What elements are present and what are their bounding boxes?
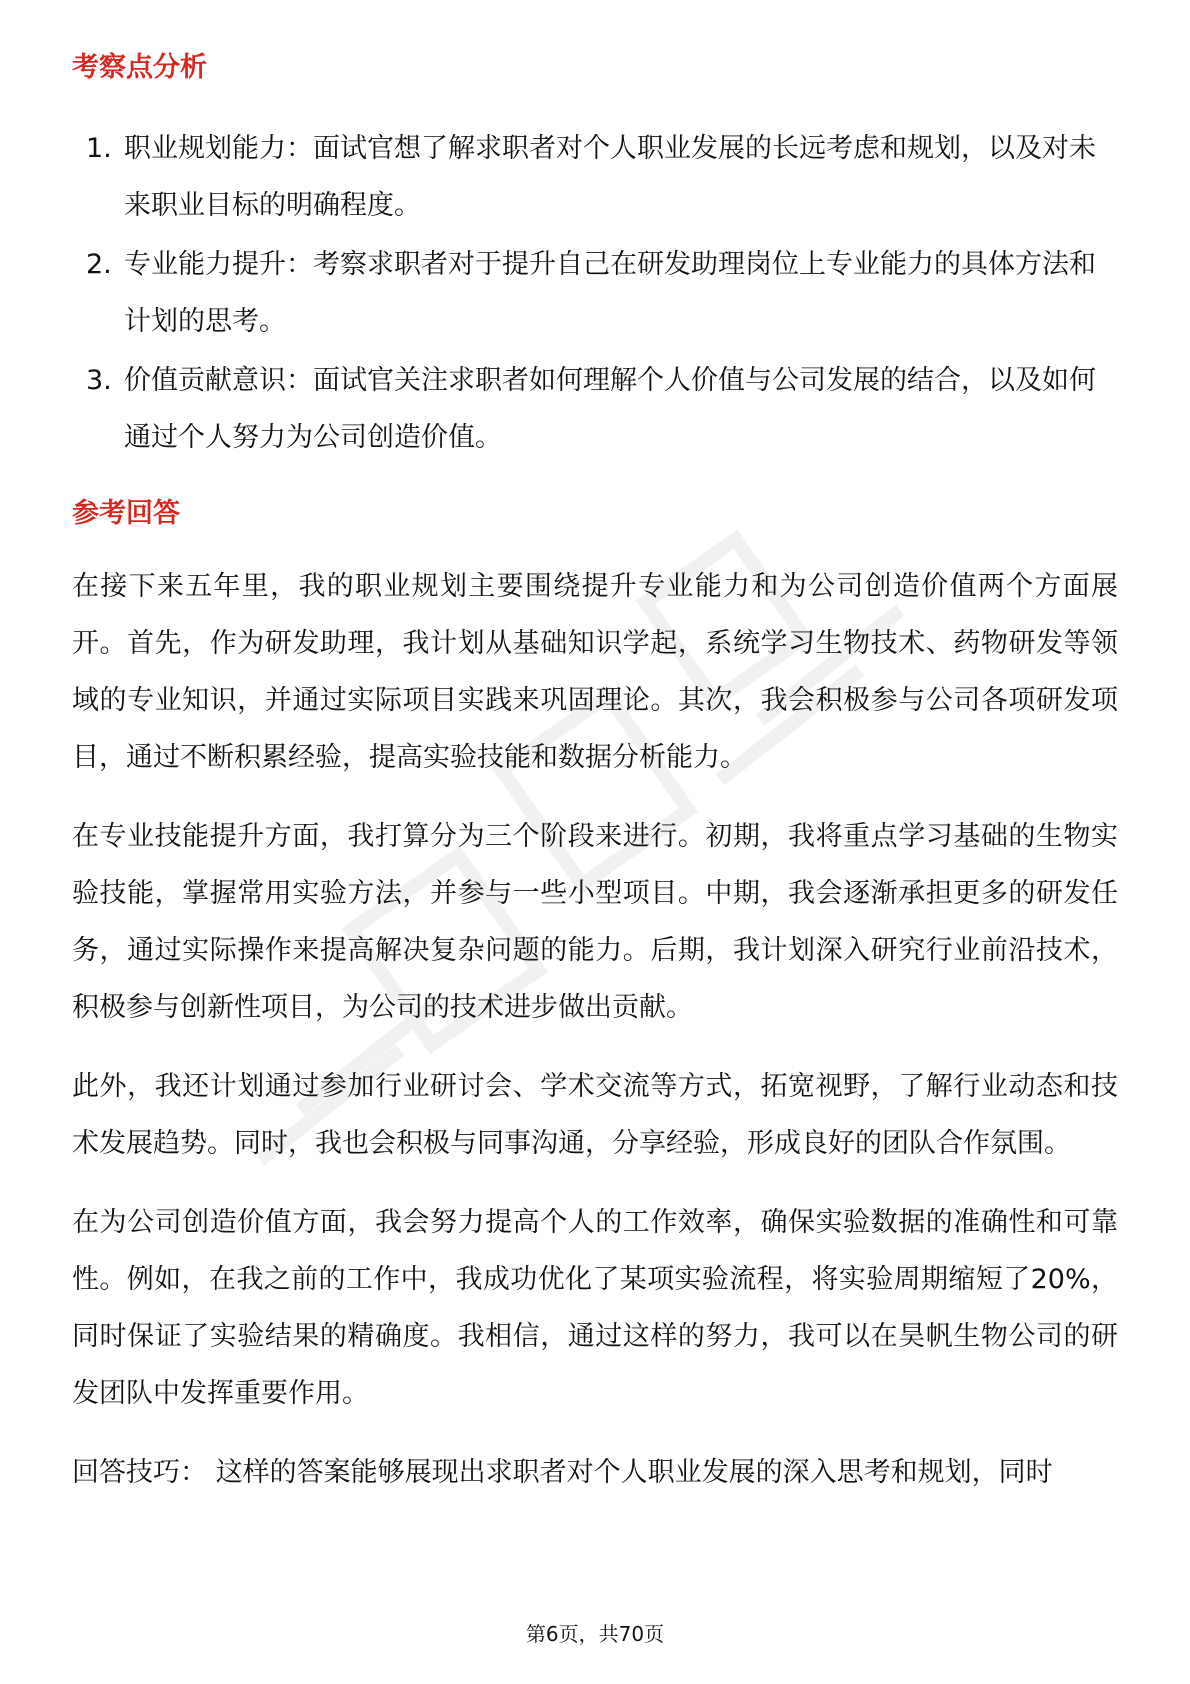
analysis-item xyxy=(72,352,1118,466)
analysis-item-text: 职业规划能力：面试官想了解求职者对个人职业发展的长远考虑和规划，以及对未来职业目标的明确程度。 xyxy=(124,133,1096,221)
answer-section-title: 参考回答 xyxy=(72,498,180,529)
analysis-item xyxy=(72,236,1118,350)
document-page xyxy=(72,48,1118,1501)
analysis-item-text: 价值贡献意识：面试官关注求职者如何理解个人价值与公司发展的结合，以及如何通过个人努力为公司创造价值。 xyxy=(124,365,1096,453)
analysis-section-title: 考察点分析 xyxy=(72,52,207,83)
page-number: 第6页，共70页 xyxy=(525,1622,665,1646)
list-number: 3. xyxy=(86,365,112,396)
list-number: 1. xyxy=(86,133,112,164)
answer-paragraph: 在专业技能提升方面，我打算分为三个阶段来进行。初期，我将重点学习基础的生物实验技能，掌握常用实验方法，并参与一些小型项目。中期，我会逐渐承担更多的研发任务，通过实际操作来提高解决复杂问题的能力。后期，我计划深入研究行业前沿技术，积极参与创新性项目，为公司的技术进步做出贡献。 xyxy=(72,821,1118,1023)
answer-paragraph: 此外，我还计划通过参加行业研讨会、学术交流等方式，拓宽视野，了解行业动态和技术发展趋势。同时，我也会积极与同事沟通，分享经验，形成良好的团队合作氛围。 xyxy=(72,1071,1118,1159)
answer-tip-paragraph: 回答技巧： 这样的答案能够展现出求职者对个人职业发展的深入思考和规划，同时 xyxy=(72,1457,1053,1488)
list-number: 2. xyxy=(86,249,112,280)
answer-paragraph: 在接下来五年里，我的职业规划主要围绕提升专业能力和为公司创造价值两个方面展开。首先，作为研发助理，我计划从基础知识学起，系统学习生物技术、药物研发等领域的专业知识，并通过实际项目实践来巩固理论。其次，我会积极参与公司各项研发项目，通过不断积累经验，提高实验技能和数据分析能力。 xyxy=(72,571,1118,773)
answer-paragraph: 在为公司创造价值方面，我会努力提高个人的工作效率，确保实验数据的准确性和可靠性。例如，在我之前的工作中，我成功优化了某项实验流程，将实验周期缩短了20%，同时保证了实验结果的精确度。我相信，通过这样的努力，我可以在昊帆生物公司的研发团队中发挥重要作用。 xyxy=(72,1207,1118,1409)
analysis-item xyxy=(72,120,1118,234)
analysis-list xyxy=(72,120,1118,466)
analysis-item-text: 专业能力提升：考察求职者对于提升自己在研发助理岗位上专业能力的具体方法和计划的思考。 xyxy=(124,249,1096,337)
